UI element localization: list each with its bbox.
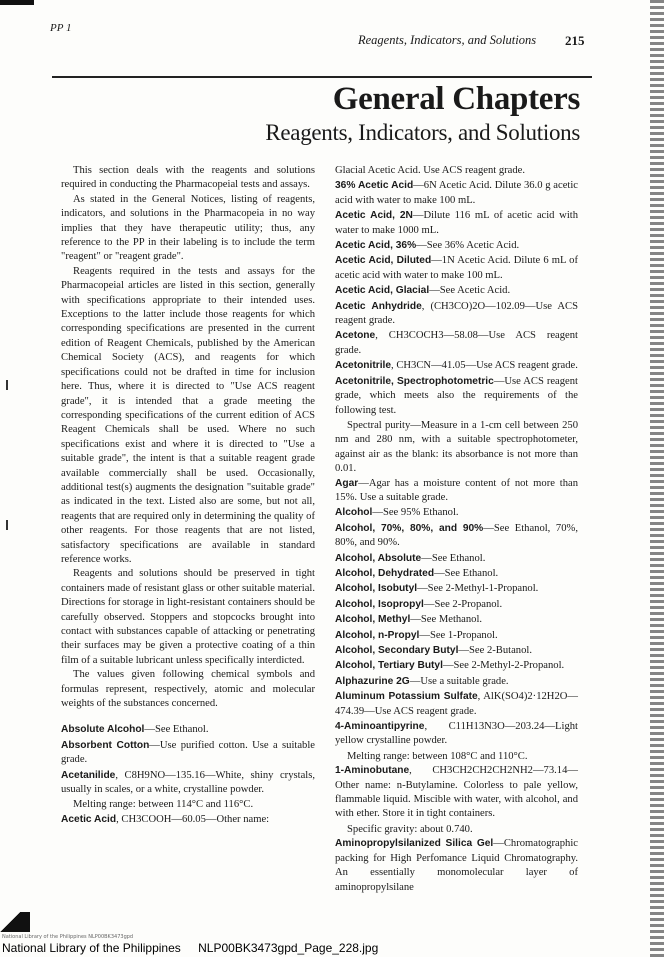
running-head-left: PP 1 xyxy=(50,22,72,34)
reagent-description: , C11H13N3O—203.24—Light yellow crystalline powder. xyxy=(335,721,578,747)
header-rule xyxy=(52,76,592,78)
reagent-entry xyxy=(335,284,578,298)
reagent-term: Acetic Acid, 36% xyxy=(335,240,417,252)
reagent-entry xyxy=(335,552,578,566)
reagent-entry xyxy=(335,582,578,596)
reagent-description: —See Acetic Acid. xyxy=(429,285,511,297)
reagent-entry xyxy=(335,239,578,253)
reagent-entry xyxy=(335,300,578,329)
reagent-term: Acetic Anhydride xyxy=(335,300,422,312)
reagent-description: , C8H9NO—135.16—White, shiny crystals, usually in scales, or a white, crystalline powder. xyxy=(61,769,315,796)
reagent-description: —6N Acetic Acid. Dilute 36.0 g acetic acid with water to make 100 mL. xyxy=(335,180,578,206)
reagent-entry xyxy=(61,769,315,798)
reagent-entry xyxy=(335,720,578,749)
reagent-entry xyxy=(335,690,578,719)
reagent-entry xyxy=(335,598,578,612)
reagent-term: 1-Aminobutane xyxy=(335,765,410,777)
reagent-list-right xyxy=(335,164,578,895)
reagent-entry xyxy=(335,179,578,208)
reagent-entry xyxy=(335,359,578,373)
reagent-term: Alcohol, Absolute xyxy=(335,552,422,564)
reagent-term: Acetonitrile, Spectrophotometric xyxy=(335,375,494,387)
reagent-description: —See Ethanol. xyxy=(144,724,209,736)
reagent-term: 36% Acetic Acid xyxy=(335,180,414,192)
reagent-description: —See 36% Acetic Acid. xyxy=(416,240,520,252)
reagent-entry xyxy=(335,477,578,506)
reagent-term: Acetic Acid, 2N xyxy=(335,210,413,222)
reagent-term: Acetic Acid, Glacial xyxy=(335,285,430,297)
reagent-entry xyxy=(61,739,315,768)
reagent-entry: Glacial Acetic Acid. Use ACS reagent grade. xyxy=(335,165,526,176)
reagent-term: Alcohol, n-Propyl xyxy=(335,629,420,641)
scan-footer xyxy=(2,941,392,955)
reagent-term: Acetone xyxy=(335,330,376,342)
reagent-description: , CH3CH2CH2CH2NH2—73.14—Other name: n-Butylamine. Colorless to pale yellow, flammable liquid. Miscible with water, with alcohol, and with ether. Store it in tight containers. xyxy=(335,765,578,820)
reagent-term: Absolute Alcohol xyxy=(61,724,145,736)
reagent-term: Acetic Acid xyxy=(61,813,117,825)
reagent-entry xyxy=(335,764,578,822)
reagent-note: Spectral purity—Measure in a 1-cm cell between 250 nm and 280 nm, with a suitable spectrophotometer, against air as the blank: its absorbance is not more than 0.01. xyxy=(335,419,578,475)
reagent-description: —See 2-Methyl-2-Propanol. xyxy=(442,660,565,672)
footer-library: National Library of the Philippines xyxy=(2,941,181,955)
reagent-note: Melting range: between 108°C and 110°C. xyxy=(347,750,528,762)
reagent-entry xyxy=(335,506,578,520)
intro-paragraph: Reagents required in the tests and assays for the Pharmacopeial articles are listed in this section, generally with specifications appropriate to their intended uses. Exceptions to the latter include those reagents for which corresponding specifications are presented in the current edition of Reagent Chemicals, published by the American Chemical Society (ACS), and reagents for which specifications could not be drafted in time for inclusion here. Thus, where it is directed to "Use ACS reagent grade", it is intended that a grade meeting the corresponding specifications of the current edition of ACS Reagent Chemicals shall be used. Where no such specifications exist and where it is directed to "Use a suitable grade", the intent is that a suitable reagent grade available commercially shall be used. Occasionally, additional test(s) augments the designation "suitable grade" as indicated in the text. Listed also are some, but not all, reagents that are required only in determining the quality of other reagents. For those reagents that are not listed, satisfactory specifications are available in standard reference works. xyxy=(61,265,315,565)
reagent-entry xyxy=(335,659,578,673)
reagent-description: —See Methanol. xyxy=(410,614,483,626)
reagent-description: —See 95% Ethanol. xyxy=(372,507,459,519)
reagent-term: Alcohol, Isopropyl xyxy=(335,598,424,610)
reagent-description: , AlK(SO4)2·12H2O—474.39—Use ACS reagent grade. xyxy=(335,691,578,717)
scan-stamp: National Library of the Philippines NLP00BK3473gpd xyxy=(2,934,134,940)
reagent-term: Alphazurine 2G xyxy=(335,675,410,687)
intro-paragraph: This section deals with the reagents and solutions required in conducting the Pharmacopeial tests and assays. xyxy=(61,165,315,191)
reagent-description: —Use ACS reagent grade, which meets also the requirements of the following test. xyxy=(335,375,578,416)
reagent-entry xyxy=(335,629,578,643)
reagent-term: Acetanilide xyxy=(61,769,116,781)
reagent-term: Alcohol xyxy=(335,507,373,519)
reagent-entry xyxy=(61,813,315,827)
reagent-description: —See 1-Propanol. xyxy=(419,629,498,641)
left-column xyxy=(61,164,315,828)
reagent-entry xyxy=(335,644,578,658)
reagent-entry xyxy=(335,209,578,238)
reagent-term: Alcohol, Secondary Butyl xyxy=(335,645,459,656)
reagent-description: —Use purified cotton. Use a suitable grade. xyxy=(61,739,315,766)
reagent-term: Agar xyxy=(335,477,359,489)
scan-corner-mark xyxy=(0,0,34,5)
reagent-entry xyxy=(61,723,315,737)
reagent-description: —See 2-Butanol. xyxy=(458,645,532,656)
reagent-entry xyxy=(335,254,578,283)
reagent-term: Acetonitrile xyxy=(335,360,392,372)
reagent-description: —See Ethanol. xyxy=(434,567,499,579)
intro-paragraph: Reagents and solutions should be preserved in tight containers made of resistant glass or other suitable material. Directions for storage in light-resistant containers should be carefully observed. Stoppers and stopcocks brought into contact with substances capable of attacking or penetrating their surfaces may be given a protective coating of a thin film of a suitable lubricant unless specifically interdicted. xyxy=(61,568,315,666)
reagent-term: Alcohol, Methyl xyxy=(335,614,411,626)
reagent-description: , (CH3CO)2O—102.09—Use ACS reagent grade. xyxy=(335,300,579,327)
reagent-entry xyxy=(335,329,578,358)
reagent-entry xyxy=(335,837,578,895)
page-number: 215 xyxy=(565,33,585,48)
reagent-entry xyxy=(335,675,578,689)
reagent-description: —Dilute 116 mL of acetic acid with water to make 1000 mL. xyxy=(335,210,578,236)
reagent-term: 4-Aminoantipyrine xyxy=(335,721,425,733)
reagent-description: —See 2-Methyl-1-Propanol. xyxy=(417,583,539,595)
scan-margin-mark xyxy=(6,520,8,530)
reagent-note: Specific gravity: about 0.740. xyxy=(347,823,473,835)
footer-filename: NLP00BK3473gpd_Page_228.jpg xyxy=(198,941,379,955)
reagent-term: Absorbent Cotton xyxy=(61,739,150,751)
reagent-description: —1N Acetic Acid. Dilute 6 mL of acetic acid with water to make 100 mL. xyxy=(335,255,578,281)
reagent-description: —See Ethanol, 70%, 80%, and 90%. xyxy=(335,522,578,549)
reagent-entry xyxy=(335,375,578,418)
reagent-description: , CH3COCH3—58.08—Use ACS reagent grade. xyxy=(335,330,578,356)
chapter-title: General Chapters xyxy=(332,81,580,117)
scan-corner-mark xyxy=(0,912,30,932)
reagent-entry xyxy=(335,613,578,627)
reagent-term: Aminopropylsilanized Silica Gel xyxy=(335,838,494,850)
section-subtitle: Reagents, Indicators, and Solutions xyxy=(265,120,580,145)
reagent-entry xyxy=(335,567,578,581)
reagent-term: Alcohol, 70%, 80%, and 90% xyxy=(335,522,484,534)
reagent-description: —See Ethanol. xyxy=(421,552,486,564)
reagent-term: Acetic Acid, Diluted xyxy=(335,255,432,267)
reagent-entry xyxy=(335,522,578,551)
reagent-description: —Chromatographic packing for High Perfomance Liquid Chromatography. An essentially monomolecular layer of aminopropylsilane xyxy=(335,838,578,893)
reagent-note: Melting range: between 114°C and 116°C. xyxy=(73,799,254,811)
reagent-description: , CH3CN—41.05—Use ACS reagent grade. xyxy=(391,360,578,372)
reagent-description: —Use a suitable grade. xyxy=(409,675,509,687)
reagent-description: —See 2-Propanol. xyxy=(423,598,503,610)
right-column xyxy=(335,164,578,896)
reagent-list-left xyxy=(61,723,315,827)
reagent-term: Alcohol, Dehydrated xyxy=(335,567,435,579)
scan-edge-strip xyxy=(650,0,664,957)
reagent-description: —Agar has a moisture content of not more than 15%. Use a suitable grade. xyxy=(335,477,578,503)
reagent-term: Alcohol, Tertiary Butyl xyxy=(335,660,443,672)
reagent-term: Aluminum Potassium Sulfate xyxy=(335,691,478,703)
reagent-description: , CH3COOH—60.05—Other name: xyxy=(116,813,270,825)
running-head-title: Reagents, Indicators, and Solutions xyxy=(358,33,537,47)
intro-paragraph: As stated in the General Notices, listing of reagents, indicators, and solutions in the Pharmacopeia in no way implies that they have therapeutic utility; thus, any reference to the PP in their labeling is to include the term "reagent" or "reagent grade". xyxy=(61,193,315,263)
scan-margin-mark xyxy=(6,380,8,390)
intro-paragraph: The values given following chemical symbols and formulas represent, respectively, atomic and molecular weights of the substances concerned. xyxy=(61,669,315,710)
reagent-term: Alcohol, Isobutyl xyxy=(335,583,418,595)
